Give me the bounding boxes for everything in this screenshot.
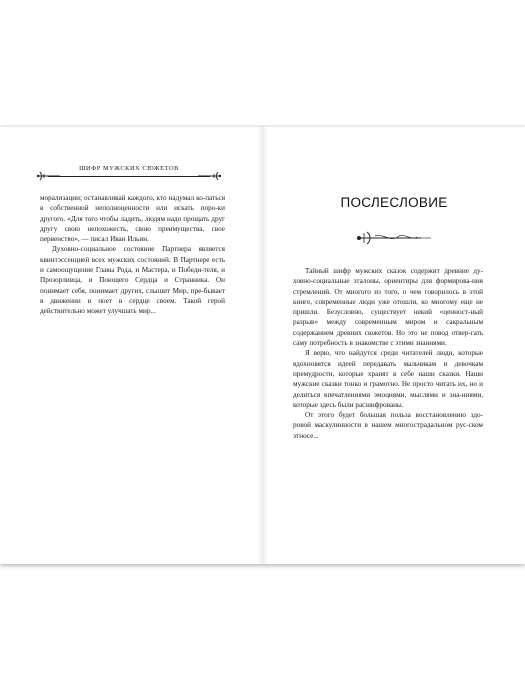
right-page-body	[293, 266, 483, 441]
sword-ornament-icon	[355, 230, 433, 246]
sword-ornament-icon	[196, 169, 222, 183]
running-head-title: ШИФР МУЖСКИХ СЮЖЕТОВ	[79, 165, 179, 172]
body-paragraph: Духовно-социальное состояние Партнера является квинтэссенцией всех мужских состояний. В Партнере есть и самоощущение Главы Рода, и Мастера, и Победи-теля, и Прозорливца, и Поющего Сердца и Странника. Он понимает себя, понимает других, слышит Мир, пре-бывает в движении и поет в сердце своем. Такой герой действительно может улучшать мир...	[40, 245, 225, 316]
chapter-heading: ПОСЛЕСЛОВИЕ	[340, 195, 448, 210]
right-page	[263, 127, 525, 564]
body-paragraph: От этого будет большая польза восстановлению здо-ровой маскулинности в нашем многострадальном рус-ском этносе...	[293, 411, 483, 440]
running-head	[34, 165, 224, 185]
body-paragraph: Я верю, что найдутся среди читателей люди, которые вдохновятся идеей передавать мальчикам и девочкам премудрости, которые хранят в себе наши сказки. Наши мужские сказки тонко и грамотно. Не просто читать их, но и делиться впечатлениями эмоциями, мыслями и зна-ниями, которые здесь были расшифрованы.	[293, 349, 483, 409]
body-paragraph: морализации; останавливай каждого, кто надумал ко-паться в собственной неполноценности или искать поро-ки другого. «Для того чтобы ладить, людям надо прощать друг другу свою непохожесть, свою преимущества, свое первенство», — писал Иван Ильин.	[40, 194, 225, 244]
book-spread	[0, 127, 525, 564]
body-paragraph: Тайный шифр мужских сказок содержит древние ду-ховно-социальные эталоны, ориентиры для формирова-ния стремлений. От многого из того, о чем говорилось в этой книге, современные люди уже отошли, ко многому еще не пришли. Безусловно, существует некий «ценност-ный разрыв» между современным миром и сакральным содержанием древних сюжетов. Но это не повод отвер-гать саму потребность в знакомстве с этими знаниями.	[293, 267, 483, 348]
left-page	[0, 127, 262, 564]
running-head-rule	[48, 176, 210, 177]
left-page-body	[40, 193, 225, 317]
